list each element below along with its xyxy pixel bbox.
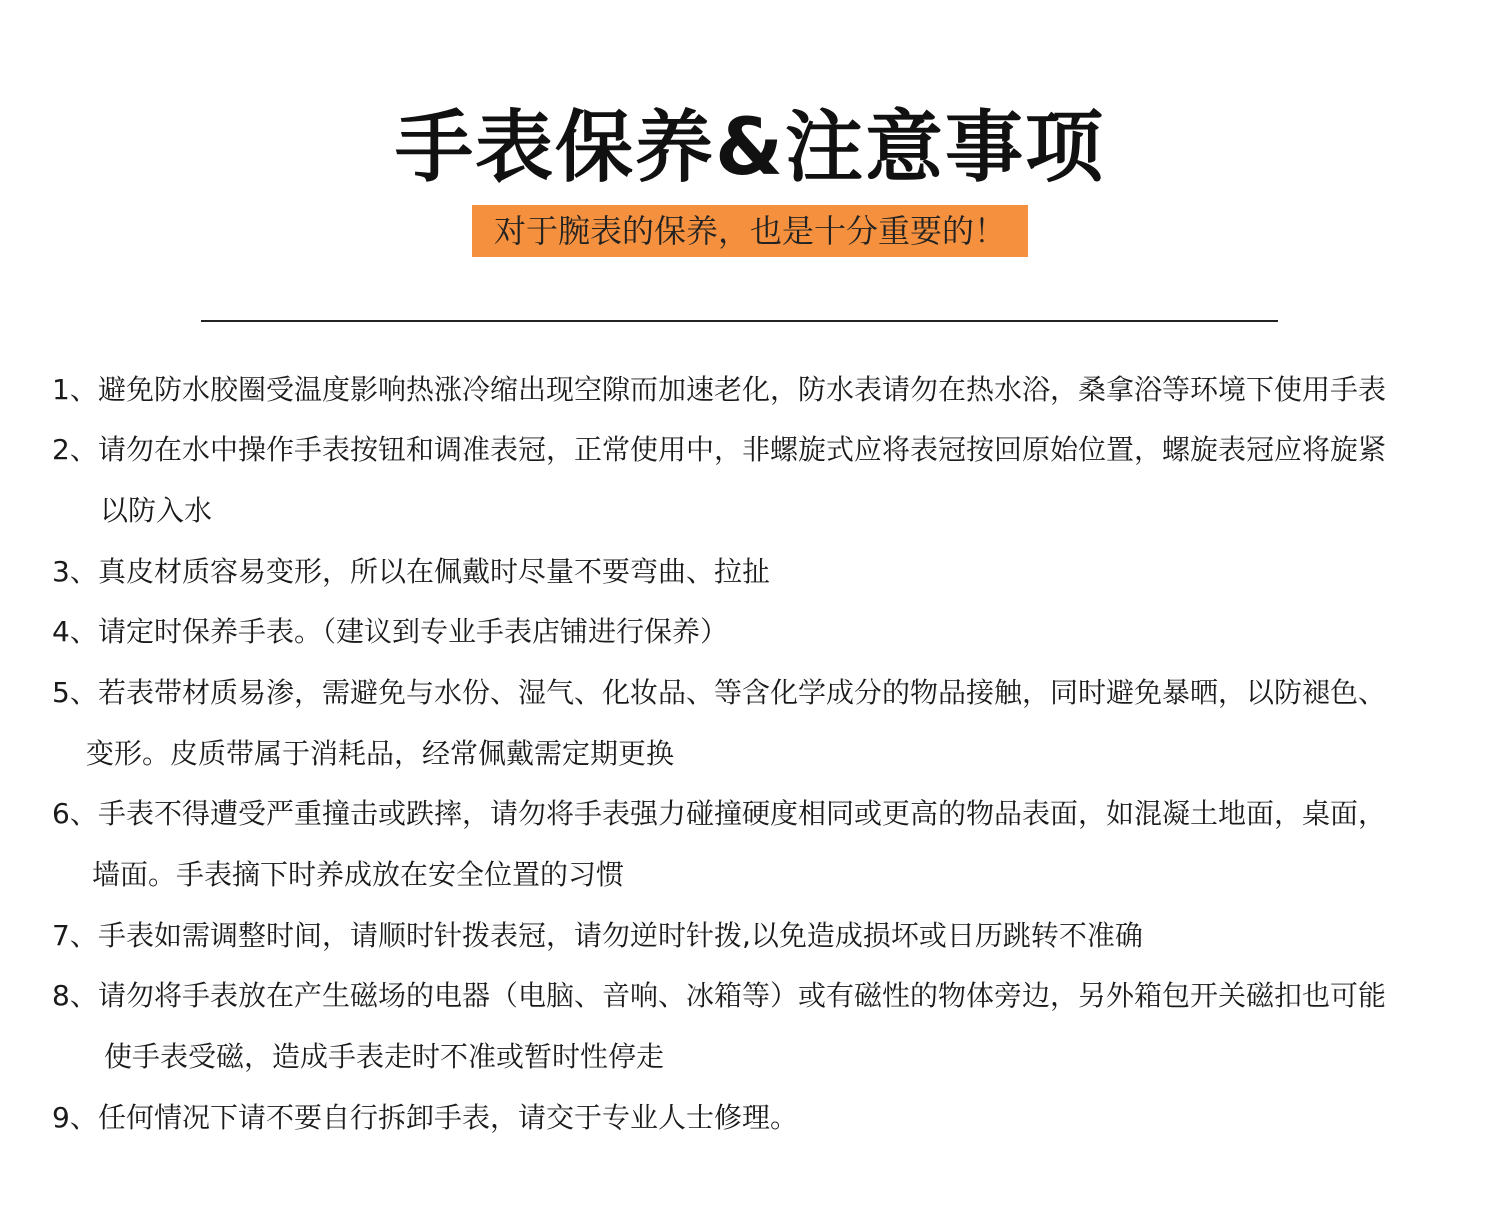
note-number: 1、 (52, 373, 98, 406)
note-text: 手表不得遭受严重撞击或跌摔，请勿将手表强力碰撞硬度相同或更高的物品表面，如混凝土地面，桌面， (98, 797, 1387, 830)
note-text: 手表如需调整时间，请顺时针拨表冠，请勿逆时针拨,以免造成损坏或日历跳转不准确 (98, 919, 1143, 952)
subtitle-badge: 对于腕表的保养，也是十分重要的！ (472, 205, 1028, 257)
note-number: 2、 (52, 433, 98, 466)
note-text: 请勿将手表放在产生磁场的电器（电脑、音响、冰箱等）或有磁性的物体旁边，另外箱包开关磁扣也可能 (98, 979, 1387, 1012)
note-item-3 (52, 542, 770, 602)
note-text: 任何情况下请不要自行拆卸手表，请交于专业人士修理。 (98, 1101, 799, 1134)
note-item-6-continuation (92, 845, 624, 905)
note-number: 3、 (52, 555, 98, 588)
note-item-1 (52, 360, 1386, 420)
note-item-8 (52, 966, 1386, 1026)
note-number: 6、 (52, 797, 98, 830)
note-text: 请勿在水中操作手表按钮和调准表冠，正常使用中，非螺旋式应将表冠按回原始位置，螺旋表冠应将旋紧 (98, 433, 1387, 466)
note-item-5 (52, 663, 1386, 723)
note-item-6 (52, 784, 1386, 844)
note-text: 避免防水胶圈受温度影响热涨冷缩出现空隙而加速老化，防水表请勿在热水浴，桑拿浴等环境下使用手表 (98, 373, 1387, 406)
note-item-2-continuation (100, 481, 212, 541)
subtitle-container (0, 205, 1500, 257)
note-text: 以防入水 (100, 494, 213, 527)
note-item-2 (52, 420, 1386, 480)
note-text: 若表带材质易渗，需避免与水份、湿气、化妆品、等含化学成分的物品接触，同时避免暴晒，以防褪色、 (98, 676, 1387, 709)
note-item-9 (52, 1088, 798, 1148)
note-text: 真皮材质容易变形，所以在佩戴时尽量不要弯曲、拉扯 (98, 555, 771, 588)
note-number: 4、 (52, 615, 98, 648)
note-text: 墙面。手表摘下时养成放在安全位置的习惯 (92, 858, 625, 891)
note-text: 变形。皮质带属于消耗品，经常佩戴需定期更换 (86, 737, 675, 770)
page-title: 手表保养&注意事项 (394, 103, 1106, 193)
note-item-7 (52, 906, 1143, 966)
note-number: 9、 (52, 1101, 98, 1134)
note-number: 8、 (52, 979, 98, 1012)
note-number: 7、 (52, 919, 98, 952)
note-item-4 (52, 602, 728, 662)
note-item-8-continuation (104, 1027, 664, 1087)
note-number: 5、 (52, 676, 98, 709)
note-text: 使手表受磁，造成手表走时不准或暂时性停走 (104, 1040, 665, 1073)
note-item-5-continuation (86, 724, 674, 784)
note-text: 请定时保养手表。（建议到专业手表店铺进行保养） (98, 615, 729, 648)
divider (201, 320, 1278, 322)
